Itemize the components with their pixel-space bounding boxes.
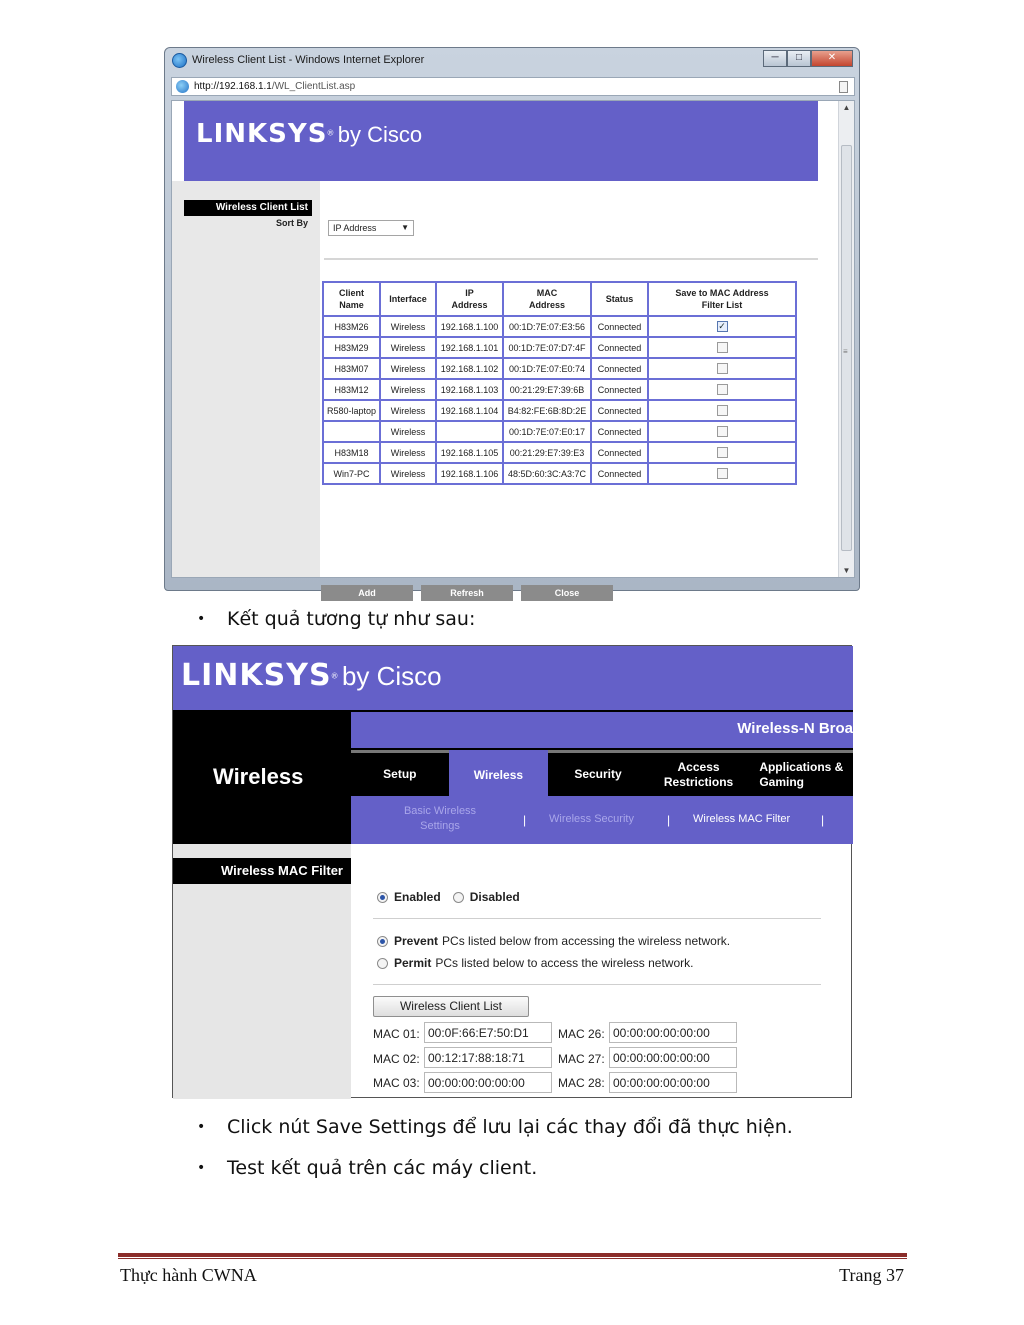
- sort-by-label: Sort By: [275, 218, 308, 228]
- wireless-client-list-button[interactable]: Wireless Client List: [373, 996, 529, 1017]
- mac-27-input[interactable]: [609, 1047, 737, 1068]
- divider: [324, 258, 818, 260]
- table-row: [323, 358, 796, 379]
- window-title: Wireless Client List - Windows Internet Explorer: [192, 54, 425, 66]
- section-title: Wireless MAC Filter: [173, 858, 351, 884]
- cell-mac: 00:1D:7E:07:D7:4F: [503, 337, 591, 358]
- mac-01-input[interactable]: [424, 1022, 552, 1043]
- chevron-down-icon: ▼: [401, 223, 409, 232]
- footer-page-number: Trang 37: [839, 1265, 904, 1285]
- page-globe-icon: [176, 80, 189, 93]
- cell-save: [648, 463, 796, 484]
- cell-iface: Wireless: [380, 463, 436, 484]
- subnav-separator: |: [523, 813, 527, 827]
- product-name: Wireless-N Broa: [737, 720, 853, 737]
- permit-label: Permit: [394, 956, 432, 970]
- close-button[interactable]: Close: [521, 585, 613, 601]
- cell-save: [648, 358, 796, 379]
- cell-name: H83M07: [323, 358, 380, 379]
- col-mac: MAC Address: [503, 282, 591, 316]
- tab-security[interactable]: Security: [548, 750, 648, 796]
- save-to-filter-checkbox[interactable]: [717, 447, 728, 458]
- col-client-name: Client Name: [323, 282, 380, 316]
- mac-02-input[interactable]: [424, 1047, 552, 1068]
- main-tabs: [351, 750, 853, 796]
- cell-iface: Wireless: [380, 421, 436, 442]
- cell-ip: 192.168.1.102: [436, 358, 503, 379]
- scroll-grip-icon: ≡: [843, 347, 848, 356]
- sort-by-select[interactable]: IP Address ▼: [328, 220, 414, 236]
- cell-iface: Wireless: [380, 337, 436, 358]
- mac-26-input[interactable]: [609, 1022, 737, 1043]
- permit-description: PCs listed below to access the wireless network.: [435, 956, 694, 970]
- cell-name: H83M29: [323, 337, 380, 358]
- cell-save: [648, 400, 796, 421]
- footer-rule-thin: [118, 1258, 907, 1259]
- cell-status: Connected: [591, 337, 648, 358]
- save-to-filter-checkbox[interactable]: [717, 384, 728, 395]
- subnav-separator: |: [667, 813, 671, 827]
- cell-mac: 00:1D:7E:07:E0:17: [503, 421, 591, 442]
- linksys-logo: LINKSYS® by Cisco: [181, 658, 442, 693]
- table-row: [323, 442, 796, 463]
- subnav-wireless-security[interactable]: Wireless Security: [549, 813, 634, 825]
- cell-ip: 192.168.1.103: [436, 379, 503, 400]
- cell-ip: 192.168.1.100: [436, 316, 503, 337]
- tab-applications-gaming[interactable]: Applications & Gaming: [749, 750, 853, 796]
- cell-status: Connected: [591, 400, 648, 421]
- cell-status: Connected: [591, 358, 648, 379]
- cell-iface: Wireless: [380, 400, 436, 421]
- address-path: /WL_ClientList.asp: [271, 81, 356, 92]
- cell-name: H83M26: [323, 316, 380, 337]
- scroll-up-icon[interactable]: ▲: [842, 103, 851, 112]
- cell-save: [648, 316, 796, 337]
- prevent-radio[interactable]: [377, 936, 388, 947]
- save-to-filter-checkbox[interactable]: [717, 468, 728, 479]
- table-row: [323, 400, 796, 421]
- cell-iface: Wireless: [380, 358, 436, 379]
- subnav-wireless-mac-filter[interactable]: Wireless MAC Filter: [693, 813, 791, 825]
- product-bar: [351, 712, 853, 748]
- table-row: [323, 316, 796, 337]
- mac-26-label: MAC 26:: [558, 1027, 605, 1041]
- mac-28-label: MAC 28:: [558, 1076, 605, 1090]
- cell-mac: 00:21:29:E7:39:E3: [503, 442, 591, 463]
- cell-ip: 192.168.1.106: [436, 463, 503, 484]
- save-to-filter-checkbox[interactable]: ✓: [718, 321, 726, 332]
- mac-28-input[interactable]: [609, 1072, 737, 1093]
- cell-status: Connected: [591, 379, 648, 400]
- prevent-description: PCs listed below from accessing the wireless network.: [442, 934, 731, 948]
- cell-mac: B4:82:FE:6B:8D:2E: [503, 400, 591, 421]
- refresh-button[interactable]: Refresh: [421, 585, 513, 601]
- maximize-icon[interactable]: □: [787, 50, 811, 67]
- cell-iface: Wireless: [380, 442, 436, 463]
- cell-status: Connected: [591, 421, 648, 442]
- cell-status: Connected: [591, 463, 648, 484]
- page-title: Wireless: [213, 764, 304, 789]
- minimize-icon[interactable]: ─: [763, 50, 787, 67]
- save-to-filter-checkbox[interactable]: [717, 405, 728, 416]
- cell-save: [648, 337, 796, 358]
- save-to-filter-checkbox[interactable]: [717, 426, 728, 437]
- cell-iface: Wireless: [380, 379, 436, 400]
- client-table: [322, 281, 797, 485]
- close-window-icon[interactable]: ✕: [811, 50, 853, 67]
- cell-ip: [436, 421, 503, 442]
- left-panel: [172, 181, 320, 577]
- col-save: Save to MAC Address Filter List: [648, 282, 796, 316]
- cell-status: Connected: [591, 316, 648, 337]
- col-status: Status: [591, 282, 648, 316]
- mac-filter-screenshot: [172, 645, 852, 1098]
- footer-course-title: Thực hành CWNA: [120, 1265, 257, 1285]
- scroll-down-icon[interactable]: ▼: [842, 566, 851, 575]
- window-titlebar: [165, 48, 859, 74]
- cell-ip: 192.168.1.101: [436, 337, 503, 358]
- cell-status: Connected: [591, 442, 648, 463]
- mac-27-label: MAC 27:: [558, 1052, 605, 1066]
- cell-save: [648, 379, 796, 400]
- tab-setup[interactable]: Setup: [351, 750, 449, 796]
- tab-access-restrictions[interactable]: Access Restrictions: [648, 750, 750, 796]
- footer-rule: [118, 1253, 907, 1257]
- disabled-radio[interactable]: [453, 892, 464, 903]
- mac-filter-form: [351, 844, 853, 1099]
- cell-name: R580-laptop: [323, 400, 380, 421]
- subnav-separator: |: [821, 813, 825, 827]
- address-host: http://192.168.1.1: [194, 81, 272, 92]
- browser-viewport: [171, 100, 855, 598]
- section-title: Wireless Client List: [184, 200, 312, 216]
- linksys-banner: [184, 101, 818, 181]
- disabled-label: Disabled: [469, 890, 520, 904]
- cell-name: [323, 421, 380, 442]
- ie-logo-icon: [172, 53, 187, 68]
- subnav-basic-wireless[interactable]: Basic Wireless Settings: [403, 805, 477, 832]
- ie-window: [164, 47, 860, 598]
- divider: [373, 918, 821, 919]
- col-ip: IP Address: [436, 282, 503, 316]
- enabled-radio[interactable]: [377, 892, 388, 903]
- bullet-save-settings: • Click nút Save Settings để lưu lại các thay đổi đã thực hiện.: [197, 1116, 793, 1138]
- cell-name: H83M18: [323, 442, 380, 463]
- address-bar[interactable]: [171, 77, 855, 96]
- table-row: [323, 379, 796, 400]
- cell-save: [648, 442, 796, 463]
- cell-save: [648, 421, 796, 442]
- permit-radio[interactable]: [377, 958, 388, 969]
- save-to-filter-checkbox[interactable]: [717, 342, 728, 353]
- bullet-test-clients: • Test kết quả trên các máy client.: [197, 1157, 538, 1179]
- cell-mac: 48:5D:60:3C:A3:7C: [503, 463, 591, 484]
- bullet-result: • Kết quả tương tự như sau:: [197, 608, 476, 630]
- cell-iface: Wireless: [380, 316, 436, 337]
- table-row: [323, 421, 796, 442]
- linksys-logo: LINKSYS® by Cisco: [196, 119, 423, 149]
- cell-ip: 192.168.1.105: [436, 442, 503, 463]
- enabled-label: Enabled: [394, 890, 441, 904]
- table-row: [323, 463, 796, 484]
- prevent-label: Prevent: [394, 934, 439, 948]
- cell-ip: 192.168.1.104: [436, 400, 503, 421]
- sub-navigation: [351, 796, 853, 844]
- cell-name: H83M12: [323, 379, 380, 400]
- col-interface: Interface: [380, 282, 436, 316]
- cell-mac: 00:1D:7E:07:E0:74: [503, 358, 591, 379]
- save-to-filter-checkbox[interactable]: [717, 363, 728, 374]
- table-row: [323, 337, 796, 358]
- mac-03-label: MAC 03:: [373, 1076, 420, 1090]
- mac-03-input[interactable]: [424, 1072, 552, 1093]
- cell-mac: 00:21:29:E7:39:6B: [503, 379, 591, 400]
- cell-mac: 00:1D:7E:07:E3:56: [503, 316, 591, 337]
- mac-01-label: MAC 01:: [373, 1027, 420, 1041]
- tab-wireless[interactable]: Wireless: [449, 750, 549, 798]
- mac-02-label: MAC 02:: [373, 1052, 420, 1066]
- linksys-banner: [173, 646, 853, 710]
- page-icon: [839, 81, 848, 93]
- cell-name: Win7-PC: [323, 463, 380, 484]
- add-button[interactable]: Add: [321, 585, 413, 601]
- vertical-scrollbar[interactable]: [838, 101, 854, 577]
- divider: [373, 984, 821, 985]
